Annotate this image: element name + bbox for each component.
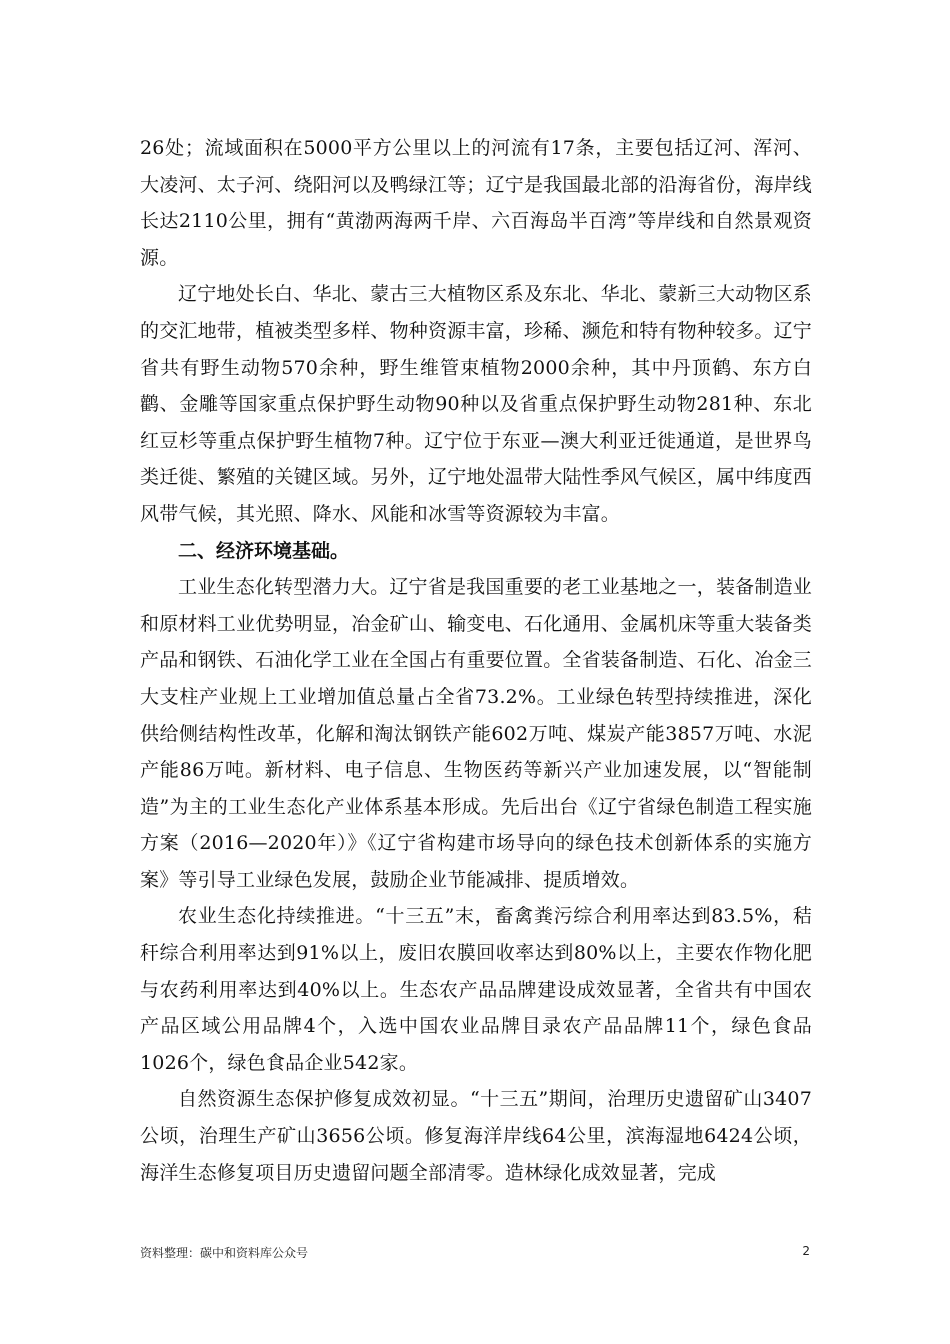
document-body bbox=[140, 130, 812, 1191]
paragraph-industry: 工业生态化转型潜力大。辽宁省是我国重要的老工业基地之一，装备制造业和原材料工业优势明显，冶金矿山、输变电、石化通用、金属机床等重大装备类产品和钢铁、石油化学工业在全国占有重要位置。全省装备制造、石化、冶金三大支柱产业规上工业增加值总量占全省73.2%。工业绿色转型持续推进，深化供给侧结构性改革，化解和淘汰钢铁产能602万吨、煤炭产能3857万吨、水泥产能86万吨。新材料、电子信息、生物医药等新兴产业加速发展，以“智能制造”为主的工业生态化产业体系基本形成。先后出台《辽宁省绿色制造工程实施方案（2016—2020年）》《辽宁省构建市场导向的绿色技术创新体系的实施方案》等引导工业绿色发展，鼓励企业节能减排、提质增效。 bbox=[140, 576, 813, 891]
footer-source: 资料整理：碳中和资料库公众号 bbox=[140, 1246, 309, 1260]
section-heading-economy: 二、经济环境基础。 bbox=[178, 539, 350, 562]
paragraph-rivers-coastline: 26处；流域面积在5000平方公里以上的河流有17条，主要包括辽河、浑河、大凌河、太子河、绕阳河以及鸭绿江等；辽宁是我国最北部的沿海省份，海岸线长达2110公里，拥有“黄渤两海两千岸、六百海岛半百湾”等岸线和自然景观资源。 bbox=[140, 137, 813, 269]
page-number: 2 bbox=[802, 1244, 810, 1258]
paragraph-agriculture: 农业生态化持续推进。“十三五”末，畜禽粪污综合利用率达到83.5%，秸秆综合利用率达到91%以上，废旧农膜回收率达到80%以上，主要农作物化肥与农药利用率达到40%以上。生态农产品品牌建设成效显著，全省共有中国农产品区域公用品牌4个，入选中国农业品牌目录农产品品牌11个，绿色食品1026个，绿色食品企业542家。 bbox=[140, 905, 812, 1074]
page-footer bbox=[140, 1244, 810, 1266]
paragraph-natural-resources: 自然资源生态保护修复成效初显。“十三五”期间，治理历史遗留矿山3407公顷，治理生产矿山3656公顷。修复海洋岸线64公里，滨海湿地6424公顷，海洋生态修复项目历史遗留问题全部清零。造林绿化成效显著，完成 bbox=[140, 1088, 812, 1184]
paragraph-biodiversity: 辽宁地处长白、华北、蒙古三大植物区系及东北、华北、蒙新三大动物区系的交汇地带，植被类型多样、物种资源丰富，珍稀、濒危和特有物种较多。辽宁省共有野生动物570余种，野生维管束植物2000余种，其中丹顶鹤、东方白鹳、金雕等国家重点保护野生动物90种以及省重点保护野生动物281种、东北红豆杉等重点保护野生植物7种。辽宁位于东亚—澳大利亚迁徙通道，是世界鸟类迁徙、繁殖的关键区域。另外，辽宁地处温带大陆性季风气候区，属中纬度西风带气候，其光照、降水、风能和冰雪等资源较为丰富。 bbox=[140, 283, 813, 525]
